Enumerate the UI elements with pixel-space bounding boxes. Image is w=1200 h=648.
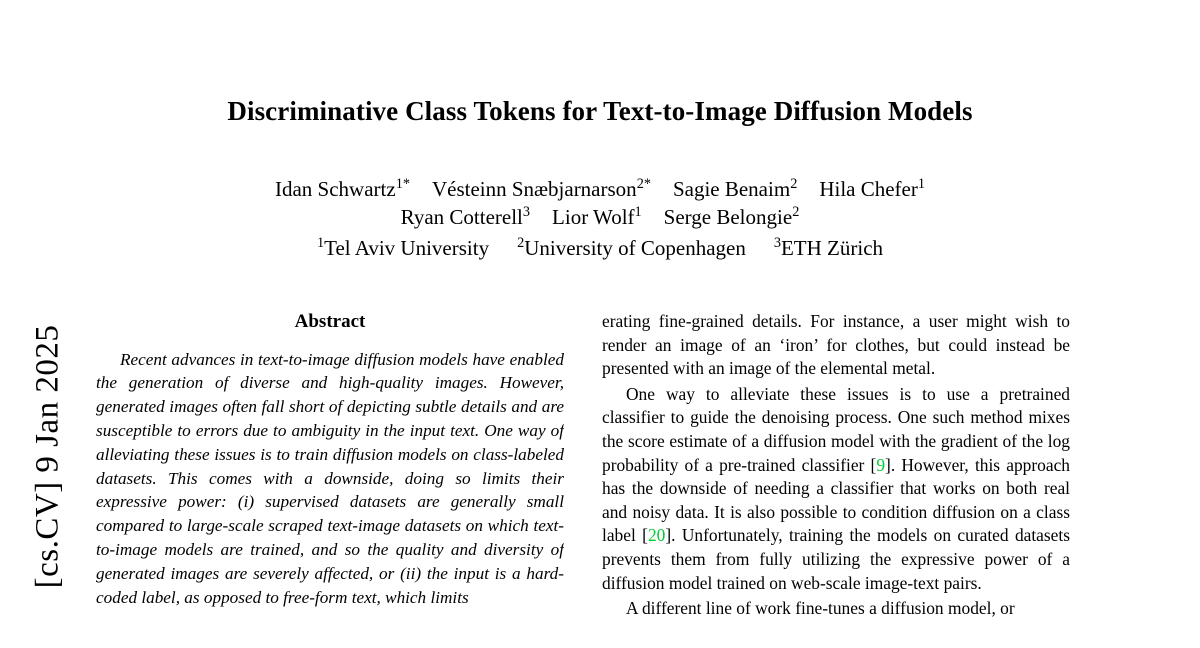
paragraph-text: ]. Unfortunately, training the models on curated datasets prevents them from fully utilizing the expressive power of a diffusion model trained on web-scale image-text pairs. — [602, 525, 1070, 593]
affiliation: $^1$Tel Aviv University — [316, 235, 490, 260]
body-paragraph: A different line of work fine-tunes a diffusion model, or — [626, 598, 1015, 619]
author-sup: 1* — [395, 176, 410, 192]
author: Hila Chefer$^1$ — [819, 176, 926, 201]
author: Lior Wolf$^1$ — [552, 204, 642, 229]
page-title: Discriminative Class Tokens for Text-to-Image Diffusion Models — [227, 96, 973, 126]
author: Sagie Benaim$^2$ — [672, 176, 798, 201]
author-sup: 2 — [790, 176, 798, 192]
affiliation-sup: 2 — [517, 235, 525, 251]
affiliation: $^3$ETH Zürich — [773, 235, 884, 260]
author: Ryan Cotterell$^3$ — [400, 204, 531, 229]
column-right — [602, 310, 1070, 623]
abstract-text: Recent advances in text-to-image diffusion models have enabled the generation of diverse and high-quality images. However, generated images often fall short of depicting subtle details and are susceptible to errors due to ambiguity in the input text. One way of alleviating these issues is to train diffusion models on class-labeled datasets. This comes with a downside, doing so limits their expressive power: (i) supervised datasets are generally small compared to large-scale scraped text-image datasets on which text-to-image models are trained, and so the quality and diversity of generated images are severely affected, or (ii) the input is a hard-coded label, as opposed to free-form text, which limits — [96, 349, 564, 607]
arxiv-stamp-text: [cs.CV] 9 Jan 2025 — [29, 324, 66, 589]
author-sup: 1 — [634, 204, 642, 220]
author-sup: 1 — [917, 176, 926, 192]
affiliation: $^2$University of Copenhagen — [517, 235, 746, 260]
affiliation-sup: 3 — [773, 235, 781, 251]
author-row-2 — [100, 203, 1100, 231]
author: Idan Schwartz$^{1*}$ — [274, 176, 410, 201]
author-sup: 2* — [636, 176, 651, 192]
author-sup: 2 — [792, 204, 800, 220]
author-sup: 3 — [522, 204, 531, 220]
affiliation-sup: 1 — [316, 235, 325, 251]
paragraph-text: One way to alleviate these issues is to use a pretrained classifier to guide the denoising process. One such method mixes the score estimate of a diffusion model with the gradient of the log probability of a pre-trained classifier [ — [602, 383, 1070, 475]
citation-link[interactable]: 20 — [647, 525, 666, 546]
author-block — [100, 175, 1100, 262]
paragraph-text: ]. However, this approach has the downside of needing a classifier that works on both real and noisy data. It is also possible to condition diffusion on a class label [ — [602, 454, 1070, 546]
citation-link[interactable]: 9 — [876, 454, 886, 475]
abstract-heading: Abstract — [294, 311, 366, 332]
column-left — [96, 310, 564, 609]
author: Serge Belongie$^2$ — [663, 204, 800, 229]
body-paragraph: erating fine-grained details. For instance, a user might wish to render an image of an ‘iron’ for clothes, but could instead be presented with an image of the elemental metal. — [602, 311, 1070, 379]
author: Vésteinn Snæbjarnarson$^{2*}$ — [431, 176, 651, 201]
author-row-1 — [100, 175, 1100, 203]
arxiv-stamp — [18, 318, 78, 648]
body-paragraph — [602, 383, 1070, 595]
affiliation-row — [100, 234, 1100, 262]
